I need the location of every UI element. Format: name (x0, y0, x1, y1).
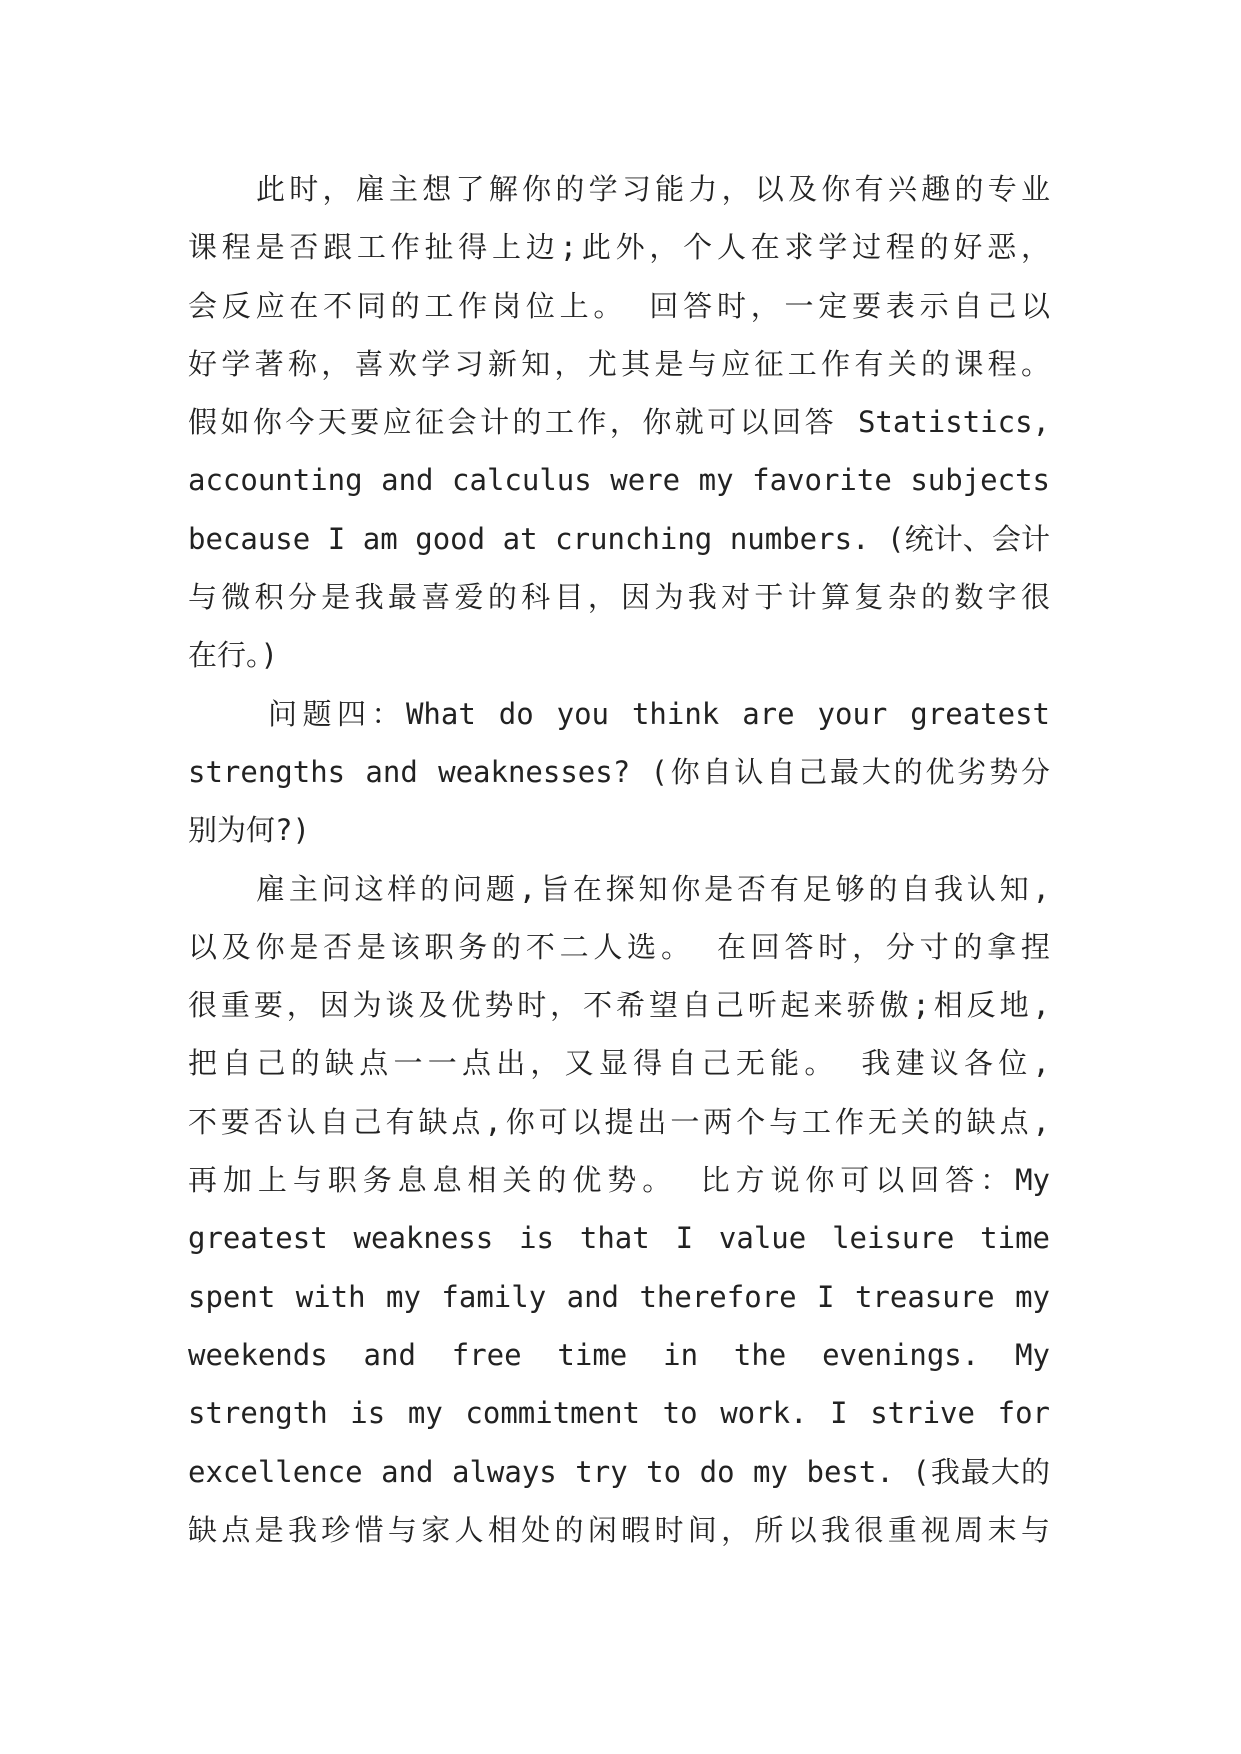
paragraph-line: 课程是否跟工作扯得上边;此外，个人在求学过程的好恶， (188, 230, 1050, 265)
paragraph-line: 假如你今天要应征会计的工作，你就可以回答 Statistics, (188, 405, 1050, 440)
paragraph-line: excellence and always try to do my best. (我最大的 (188, 1454, 1050, 1489)
paragraph-line: 再加上与职务息息相关的优势。 比方说你可以回答：My (188, 1163, 1050, 1198)
question-heading: 问题四：What do you think are your greatest (268, 696, 1050, 731)
body-text (188, 160, 1050, 1559)
paragraph-line: 把自己的缺点一一点出，又显得自己无能。 我建议各位, (188, 1046, 1050, 1081)
paragraph-line: 会反应在不同的工作岗位上。 回答时，一定要表示自己以 (188, 288, 1050, 323)
paragraph-line: 缺点是我珍惜与家人相处的闲暇时间，所以我很重视周末与 (188, 1512, 1050, 1547)
paragraph-line: greatest weakness is that I value leisure time (188, 1221, 1050, 1256)
paragraph-line: 以及你是否是该职务的不二人选。 在回答时，分寸的拿捏 (188, 929, 1050, 964)
paragraph-line: strength is my commitment to work. I strive for (188, 1396, 1050, 1431)
paragraph-line: 与微积分是我最喜爱的科目，因为我对于计算复杂的数字很 (188, 580, 1050, 615)
paragraph-line: 好学著称，喜欢学习新知，尤其是与应征工作有关的课程。 (188, 346, 1050, 381)
paragraph-line: accounting and calculus were my favorite subjects (188, 463, 1050, 498)
paragraph-line: 很重要，因为谈及优势时，不希望自己听起来骄傲;相反地, (188, 988, 1050, 1023)
paragraph-line: weekends and free time in the evenings. My (188, 1337, 1050, 1372)
paragraph-line: 雇主问这样的问题,旨在探知你是否有足够的自我认知, (256, 871, 1050, 906)
paragraph-line: because I am good at crunching numbers. (统计、会计 (188, 521, 1050, 556)
paragraph-line: spent with my family and therefore I treasure my (188, 1279, 1050, 1314)
paragraph-line: 在行。) (188, 638, 278, 673)
paragraph-line: 此时，雇主想了解你的学习能力，以及你有兴趣的专业 (256, 172, 1050, 206)
paragraph-line: 不要否认自己有缺点,你可以提出一两个与工作无关的缺点, (188, 1104, 1050, 1139)
question-line: strengths and weaknesses? (你自认自己最大的优劣势分 (188, 754, 1050, 789)
question-line: 别为何?) (188, 813, 310, 848)
